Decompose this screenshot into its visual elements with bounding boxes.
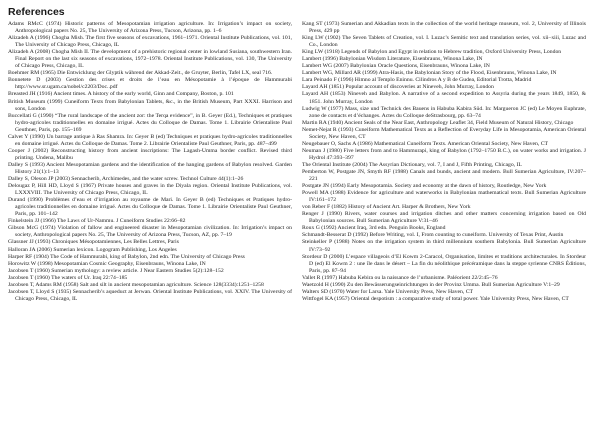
reference-entry: King LW (1918) Legends of Babylon and Egypt in relation to Hebrew tradition, Oxford University Press, London [302, 49, 562, 56]
reference-entry: Glassner JJ (1993) Chroniques Mésopotamiennes, Les Belles Lettres, Paris [8, 239, 179, 246]
reference-entry: von Reber F (1882) History of Ancient Art. Harper & Brothers, New York [302, 204, 471, 211]
reference-entry: Adams RMcC (1974) Historic patterns of Mesopotamian irrigation agriculture. In: Irrigation’s impact on society, Anthropological papers No. 25, The University of Arizona Press, Tucson, Arizona, pp. 1–6 [8, 21, 292, 35]
reference-entry: Jacobsen T (1960) The waters of Ur. Iraq 22:74–185 [8, 274, 128, 281]
reference-entry: Cooper J (2002) Reconstructing history from ancient inscriptions: The Lagash-Umma border conflict. Revised third printing. Undena, Malibu [8, 147, 292, 161]
reference-entry: Martin RA (1940) Ancient Seals of the Near East, Anthropology Leaflet 34, Field Museum of Natural History, Chicago [302, 119, 574, 126]
reference-entry: Layard AH (1851) Popular account of discoveries at Nineveh, John Murray, London [302, 84, 494, 91]
reference-entry: Neugebauer O, Sachs A (1986) Mathematical Cuneiform Texts. American Oriental Society, New Haven, CT [302, 140, 548, 147]
reference-entry: Kang ST (1973) Sumerian and Akkadian texts in the collection of the world heritage museum, vol. 2, University of Illinois Press, 429 pp [302, 21, 586, 35]
reference-entry: Schmandt-Besserat D (1992) Before Writing, vol. I, From counting to cuneiform. University of Texas Print, Austin [302, 232, 564, 239]
reference-entry: Vallet R (1997) Habuba Kebira ou la naissance de l’urbanisme. Paléorient 22/2:45–76 [302, 274, 498, 281]
reference-entry: Delougaz P, Hill HD, Lloyd S (1967) Private houses and graves in the Diyala region. Oriental Institute Publications, vol. LXXXVIII. The University of Chicago Press, Chicago, IL [8, 183, 292, 197]
reference-entry: Neuman J (1980) Five letters from and to Hammurapi, king of Babylon (1792–1750 B.C.), on water works and irrigation. J Hydrol 47:393–397 [302, 147, 586, 161]
reference-entry: Dalley S, Oleson JP (2003) Sennacherib, Archimedes, and the water screw. Technol Culture 44(1):1–26 [8, 176, 244, 183]
reference-entry: Postgate JN (1994) Early Mesopotamia. Society and economy at the dawn of history, Routledge, New York [302, 183, 547, 190]
reference-entry: Wittfogel KA (1957) Oriental despotism : a comparative study of total power. Yale University Press, New Haven, CT [302, 295, 569, 302]
reference-entry: Buccellati G (1990) “The rural landscape of the ancient zor: the Terqa evidence”, in B. Geyer (Ed.), Techniques et pratiques hydro-agricoles traditionnelles en domaine irrigué. Actes du Colloque de Damas. Tome 1. Librairie Orientaliste Paul Geuthner, Paris, pp. 155–169 [8, 112, 292, 133]
references-column-left [8, 21, 292, 303]
reference-entry: Jacobsen T, Adams RM (1958) Salt and silt in ancient mesopotamian agriculture. Science 128(3334):1251–1258 [8, 281, 264, 288]
references-heading: References [8, 6, 65, 18]
reference-entry: Bonnetete D (2003) Gestion des crises et droits de l’eau en Mésopotamie à l’époque de Hammurabi http://www.sr.ugam.ca/nobel/c2203/Doc..pdf [8, 77, 292, 91]
reference-entry: Finkelstein JJ (1966) The Laws of Ur-Nammu. J Cuneiform Studies 22:66–82 [8, 218, 186, 225]
reference-entry: Lara Peinado F (1996) Himno al Templo Eninnu. Cilindros A y B de Gudea, Editorial Trotta, Madrid [302, 77, 532, 84]
reference-entry: Breasted JH (1916) Ancient times. A history of the early world, Ginn and Company, Boston, p. 101 [8, 91, 234, 98]
reference-entry: The Oriental Institute (2004) The Assyrian Dictionary, vol. 7, I and J, Fifth Printing, Chicago, IL [302, 161, 522, 168]
reference-entry: British Museum (1999) Cuneiform Texts from Babylonian Tablets, &c., in the British Museum, Part XXXI. Harrison and sons, London [8, 98, 292, 112]
reference-entry: Pemberton W, Postgate JN, Smyth RF (1988) Canals and bunds, ancient and modern. Bull Sumerian Agriculture, IV:207–221 [302, 168, 586, 183]
reference-entry: Lambert WG, Millard AR (1999) Atra-Hasis, the Babylonian Story of the Flood, Eisenbrauns, Winona Lake, IN [302, 70, 557, 77]
reference-entry: Boehmer RM (1965) Die Entwicklung der Glyptik während der Akkad-Zeit., de Gruyter, Berlin, Tafel LX, seal 716. [8, 70, 273, 77]
reference-entry: Powell MA (1988) Evidence for agriculture and waterworks in Babylonian mathematical texts. Bull Sumerian Agriculture IV:161–172 [302, 190, 586, 204]
reference-entry: Harper RF (1904) The Code of Hammurabi, king of Babylon, 2nd edn. The University of Chicago Press [8, 253, 245, 260]
reference-entry: Jacobsen T (1960) Sumerian mythology: a review article. J Near Eastern Studies 5(2):128–152 [8, 267, 224, 274]
reference-entry: Alizadeh A (1996) Chogha Mish. The first five seasons of excavations, 1961–1971. Oriental Institute Publications, vol. 101, The University of Chicago Press, Chicago, IL [8, 35, 292, 49]
reference-entry: Lambert WG (2007) Babylonian Oracle Questions, Eisenbrauns, Winona Lake, IN [302, 63, 490, 70]
reference-entry: Gibson McG (1974) Violation of fallow and engineered disaster in Mesopotamian civilization. In: Irrigation’s impact on society, Anthropological papers No. 25, The University of Arizona Press, Tucson, AZ, pp. 7–19 [8, 225, 292, 239]
reference-entry: Ludwig W (1977) Mass, size und Technick des Bauens in Habuba Kabira Süd. In: Margueron JC (ed) Le Moyen Euphrate, zone de contacts et d’échanges. Actes du Colloque deStrasbourg, pp. 63–74 [302, 105, 586, 119]
reference-entry: Nemet-Nejat R (1993) Cuneiform Mathematical Texts as a Reflection of Everyday Life in Mesopotamia, American Oriental Society, New Haven, CT [302, 126, 586, 140]
reference-entry: Layard AH (1853) Nineveh and Babylon. A narrative of a second expedition to Assyria during the years 1849, 1850, & 1851. John Murray, London [302, 91, 586, 105]
reference-entry: Halloran JA (2006) Sumerian lexicon. Logogram Publishing, Los Angeles [8, 246, 177, 253]
reference-entry: Horowitz W (1998) Mesopotamian Cosmic Geography, Eisenbrauns, Winona Lake, IN [8, 260, 206, 267]
reference-entry: Dalley S (1993) Ancient Mesopotamian gardens and the identification of the hanging gardens of Babylon resolved. Garden History 21(1):1–13 [8, 161, 292, 175]
reference-entry: Durand (1990) Problèmes d’eau et d’irrigation au royaume de Mari. In Geyer B (ed) Techniques et Pratiques hydro-agricoles traditionnelles en domaine irrigué. Actes du Colloque de Damas. Tome 1. Librairie Orientaliste Paul Geuthner, Paris, pp. 101–142 [8, 197, 292, 218]
references-columns [8, 21, 588, 303]
reference-entry: Jacobsen T, Lloyd S (1935) Sennacherib’s aqueduct at Jerwan. Oriental Institute Publications, vol. XXIV. The University of Chicago Press, Chicago, IL [8, 288, 292, 302]
reference-entry: Roux G (1992) Ancient Iraq, 3rd edn. Penguin Books, England [302, 225, 446, 232]
references-column-right [302, 21, 586, 303]
reference-entry: Lambert (1996) Babylonian Wisdom Literature, Eisenbrauns, Winona Lake, IN [302, 56, 483, 63]
reference-entry: Calvet Y (1990) Un barrage antique à Ras Shamra. In: Geyer B (ed) Techniques et pratiques hydro-agricoles traditionnelles en domaine irrigué. Actes du Colloque de Damas. Tome 2. Librairie Orientaliste Paul Geuthner, Paris, pp. 487–499 [8, 133, 292, 147]
reference-entry: Steinkeller P (1988) Notes on the irrigation system in third millennium southern Babylonia. Bull Sumerian Agriculture IV:73–92 [302, 239, 586, 253]
reference-entry: Stordeur D (2000) L’espace villageois d’El Kowm 2-Caracol, Organisation, limites et traditions architecturales. In Stordeur D (ed) El Kowm 2 : une île dans le désert – La fin du néolithique précéramique dans la steppe syrienne CNRS Éditions, Paris, pp. 87–94 [302, 253, 586, 274]
reference-entry: Renger J (1990) Rivers, water courses and irrigation ditches and other matters concerning irrigation based on Old Babylonian sources. Bull Sumerian Agriculture V:31–46 [302, 211, 586, 225]
reference-entry: Alizadeh A (2008) Chogha Mish II. The development of a prehistoric regional center in lowland Susiana, southwestern Iran. Final Report on the last six seasons of excavations, 1972–1978. Oriental Institute Publications, vol. 130, The University of Chicago Press, Chicago, IL [8, 49, 292, 70]
reference-entry: Walters SD (1970) Water for Larsa. Yale University Press, New Haven, CT [302, 288, 473, 295]
reference-entry: King LW (1902) The Seven Tablets of Creation, vol. I. Luzac’s Semitic text and translation series, vol. xii–xiii, Luzac and Co., London [302, 35, 586, 49]
reference-entry: Waetzold H (1990) Zu den Bewässerungseinrichtungen in der Provinz Umma. Bull Sumerian Agriculture V:1–29 [302, 281, 560, 288]
